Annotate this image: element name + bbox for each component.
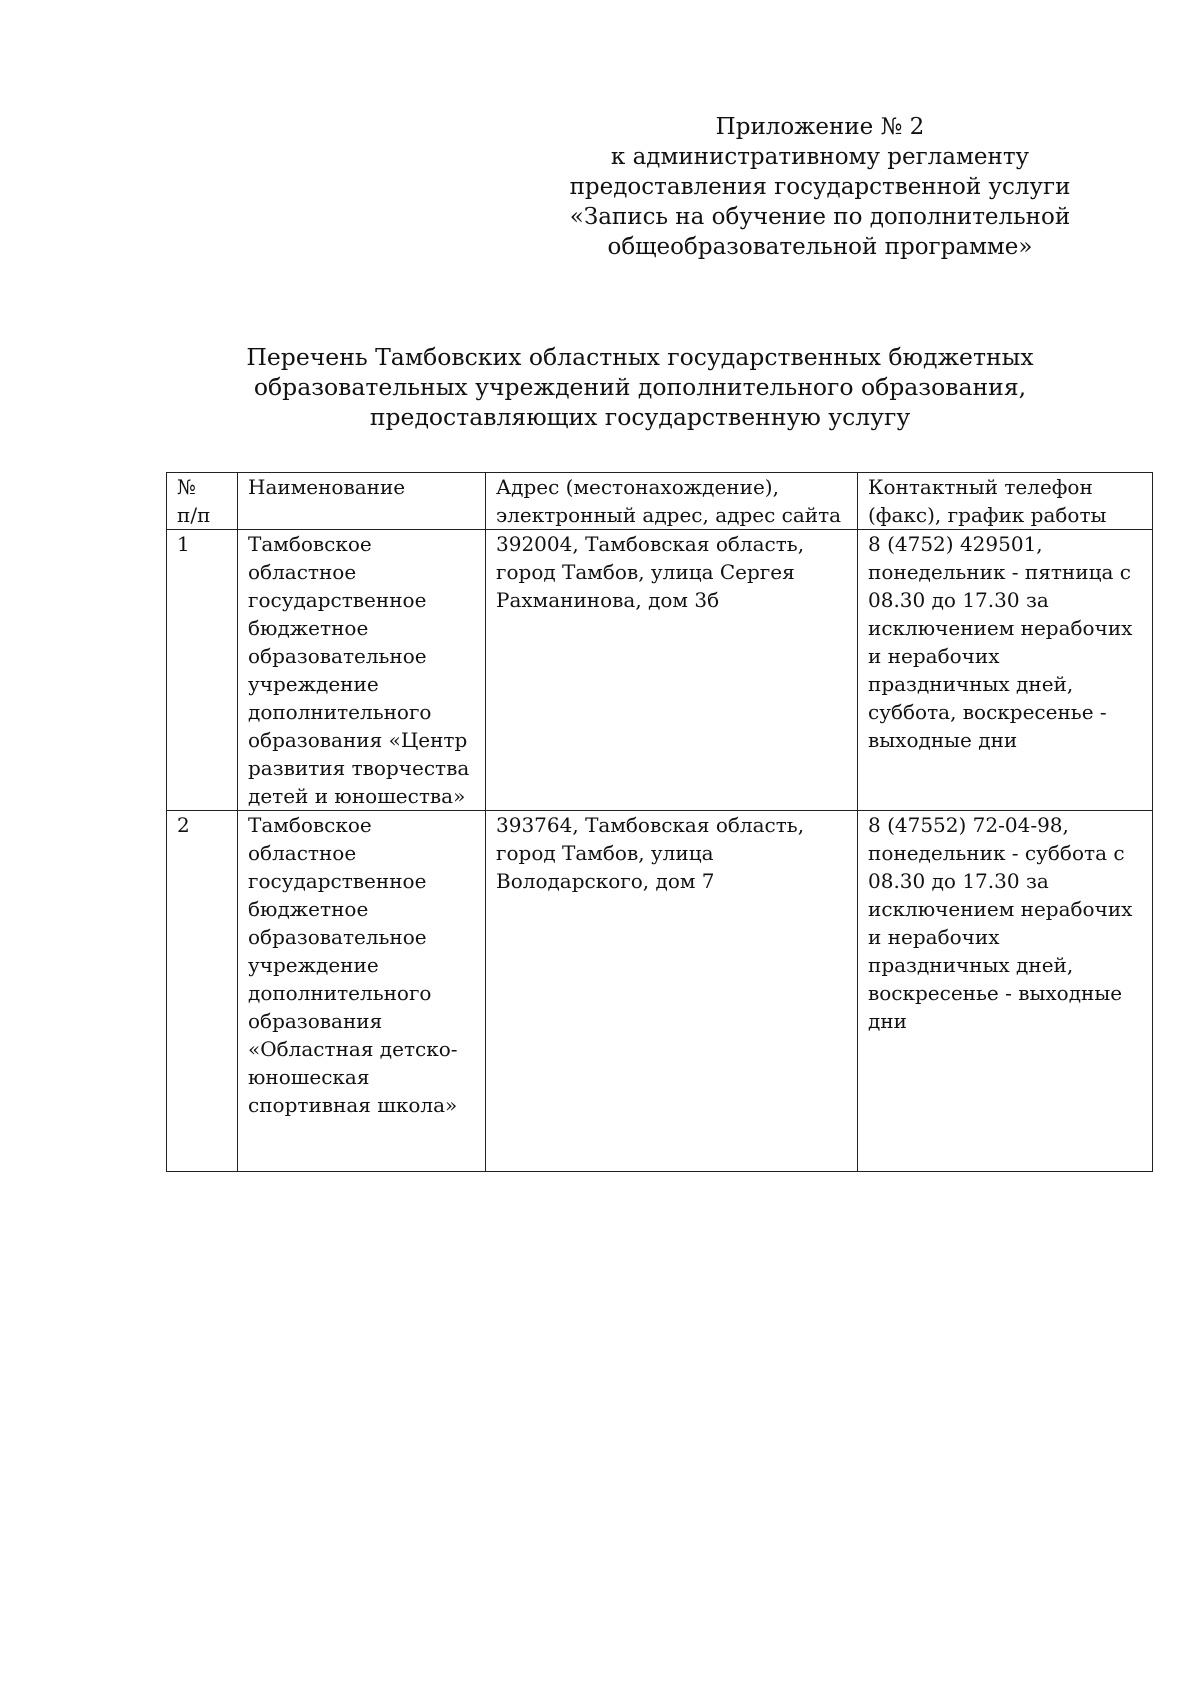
- annex-line: к административному регламенту: [610, 144, 1030, 170]
- table-header-row: [167, 473, 1153, 530]
- institutions-table: [166, 472, 1153, 1172]
- cell-address: 392004, Тамбовская область, город Тамбов, улица Сергея Рахманинова, дом 3б: [486, 530, 858, 811]
- header-address: Адрес (местонахождение), электронный адрес, адрес сайта: [486, 473, 858, 530]
- cell-num: 1: [167, 530, 238, 811]
- cell-phone: 8 (47552) 72-04-98, понедельник - суббота с 08.30 до 17.30 за исключением нерабочих и нерабочих праздничных дней, воскресенье - выходные дни: [858, 811, 1153, 1172]
- annex-header: [560, 112, 1080, 262]
- annex-number: Приложение № 2: [715, 114, 925, 140]
- document-title: [160, 342, 1120, 432]
- annex-line: «Запись на обучение по дополнительной: [569, 204, 1071, 230]
- annex-line: предоставления государственной услуги: [569, 174, 1071, 200]
- cell-name: Тамбовское областное государственное бюджетное образовательное учреждение дополнительного образования «Областная детско- юношеская спортивная школа»: [238, 811, 486, 1172]
- cell-name: Тамбовское областное государственное бюджетное образовательное учреждение дополнительного образования «Центр развития творчества детей и юношества»: [238, 530, 486, 811]
- header-phone: Контактный телефон (факс), график работы: [858, 473, 1153, 530]
- title-line: предоставляющих государственную услугу: [369, 403, 911, 431]
- cell-num: 2: [167, 811, 238, 1172]
- annex-line: общеобразовательной программе»: [607, 234, 1033, 260]
- cell-address: 393764, Тамбовская область, город Тамбов, улица Володарского, дом 7: [486, 811, 858, 1172]
- title-line: образовательных учреждений дополнительного образования,: [253, 373, 1027, 401]
- title-line: Перечень Тамбовских областных государственных бюджетных: [246, 343, 1034, 371]
- table-row: [167, 811, 1153, 1172]
- table-row: [167, 530, 1153, 811]
- cell-phone: 8 (4752) 429501, понедельник - пятница с 08.30 до 17.30 за исключением нерабочих и нерабочих праздничных дней, суббота, воскресенье - выходные дни: [858, 530, 1153, 811]
- header-name: Наименование: [238, 473, 486, 530]
- header-num: № п/п: [167, 473, 238, 530]
